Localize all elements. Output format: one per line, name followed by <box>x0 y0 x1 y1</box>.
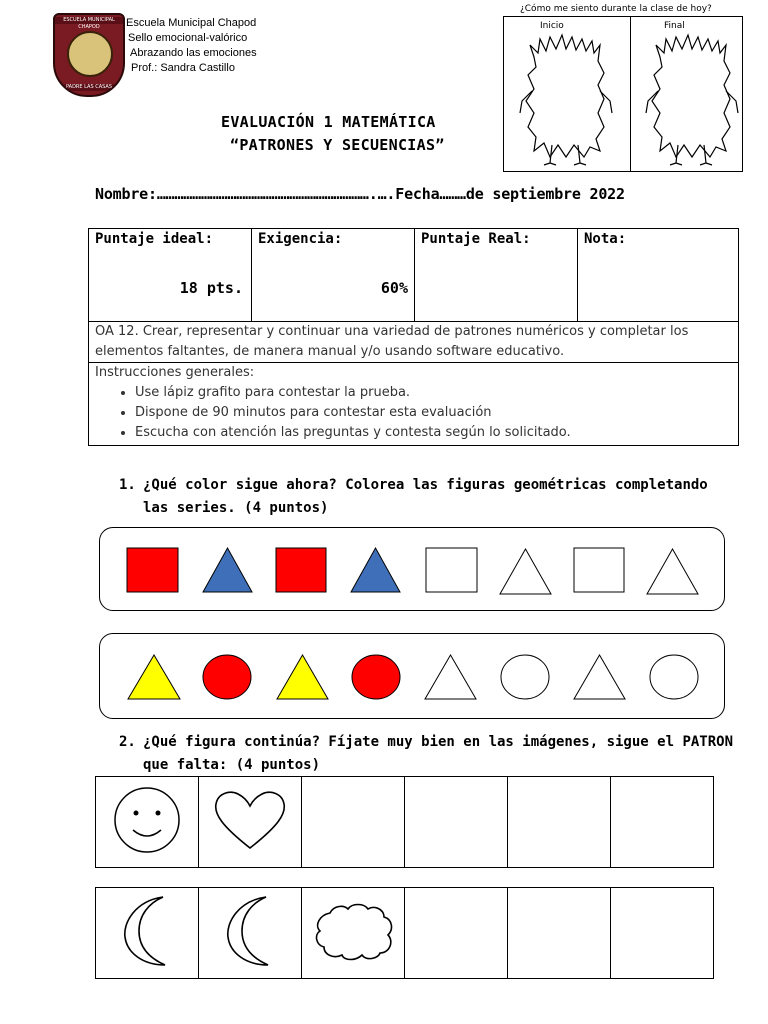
title-line-1: EVALUACIÓN 1 MATEMÁTICA <box>221 113 436 131</box>
instruction-item: • Dispone de 90 minutos para contestar esta evaluación <box>135 403 732 423</box>
pattern-grid-1 <box>95 776 714 868</box>
smiley-face-icon <box>111 784 183 856</box>
mood-end-label: Final <box>664 21 685 31</box>
question-1-text: ¿Qué color sigue ahora? Colorea las figuras geométricas completando las series. (4 puntos) <box>143 477 708 516</box>
monster-drawings <box>504 17 742 171</box>
real-score-cell <box>415 229 578 322</box>
question-2-text: ¿Qué figura continúa? Fíjate muy bien en las imágenes, sigue el PATRON que falta: (4 puntos) <box>143 734 734 773</box>
blank-square[interactable] <box>574 548 624 592</box>
question-2-number: 2. <box>119 734 136 750</box>
blue-triangle[interactable] <box>203 548 252 592</box>
shape-series-2 <box>99 633 725 719</box>
heart-icon <box>212 788 288 852</box>
yellow-triangle[interactable] <box>277 655 328 699</box>
red-square[interactable] <box>276 548 326 592</box>
shape-series-1 <box>99 527 725 611</box>
instruction-item: • Use lápiz grafito para contestar la prueba. <box>135 383 732 403</box>
red-circle[interactable] <box>203 655 251 699</box>
blank-square[interactable] <box>426 548 477 592</box>
instructions-heading: Instrucciones generales: <box>95 365 255 380</box>
blank-circle[interactable] <box>650 655 698 699</box>
crescent-moon-icon <box>220 893 280 969</box>
real-score-label: Puntaje Real: <box>421 231 531 247</box>
answer-cell[interactable] <box>405 777 508 868</box>
answer-cell[interactable] <box>508 888 611 979</box>
red-circle[interactable] <box>352 655 400 699</box>
answer-cell[interactable] <box>611 777 714 868</box>
demand-value: 60% <box>380 279 408 297</box>
grid-cell <box>302 888 405 979</box>
answer-cell[interactable] <box>405 888 508 979</box>
answer-cell[interactable] <box>302 777 405 868</box>
crest-bottom-text: PADRE LAS CASAS <box>55 84 123 91</box>
instructions-list <box>95 383 732 443</box>
score-table <box>88 228 739 446</box>
title-line-2: “PATRONES Y SECUENCIAS” <box>230 136 445 154</box>
mood-box <box>503 16 743 172</box>
blank-triangle[interactable] <box>425 655 476 699</box>
red-square[interactable] <box>127 548 178 592</box>
grid-cell <box>199 777 302 868</box>
school-motto: Abrazando las emociones <box>130 47 257 59</box>
school-crest <box>53 13 125 97</box>
learning-objective: OA 12. Crear, representar y continuar una variedad de patrones numéricos y completar los elementos faltantes, de manera manual y/o usando software educativo. <box>89 322 739 363</box>
blue-triangle[interactable] <box>351 548 400 592</box>
crest-mid-text: CHAPOD <box>55 24 123 31</box>
crescent-moon-icon <box>117 893 177 969</box>
demand-cell <box>252 229 415 322</box>
ideal-score-cell <box>89 229 252 322</box>
answer-cell[interactable] <box>508 777 611 868</box>
ideal-score-label: Puntaje ideal: <box>95 231 214 247</box>
crest-top-text: ESCUELA MUNICIPAL <box>55 17 123 24</box>
question-2 <box>119 731 734 777</box>
name-date-line: Nombre:……………………………………………………………….….Fecha………de septiembre 2022 <box>95 185 625 203</box>
blank-triangle[interactable] <box>500 549 551 594</box>
yellow-triangle[interactable] <box>128 655 180 699</box>
blank-circle[interactable] <box>501 655 549 699</box>
grid-cell <box>96 888 199 979</box>
cloud-icon <box>310 899 396 963</box>
mood-start-label: Inicio <box>540 21 564 31</box>
ideal-score-value: 18 pts. <box>179 279 243 297</box>
instructions-cell <box>89 363 739 446</box>
instruction-item: • Escucha con atención las preguntas y contesta según lo solicitado. <box>135 423 732 443</box>
question-1 <box>119 474 734 520</box>
grade-cell <box>578 229 739 322</box>
grade-label: Nota: <box>584 231 627 247</box>
blank-triangle[interactable] <box>574 655 625 699</box>
crest-emblem <box>67 31 113 77</box>
grid-cell <box>199 888 302 979</box>
school-name: Escuela Municipal Chapod <box>126 17 257 29</box>
demand-label: Exigencia: <box>258 231 343 247</box>
mood-question: ¿Cómo me siento durante la clase de hoy? <box>520 4 712 14</box>
question-1-number: 1. <box>119 477 136 493</box>
grid-cell <box>96 777 199 868</box>
teacher-name: Prof.: Sandra Castillo <box>131 62 235 74</box>
school-seal: Sello emocional-valórico <box>128 32 248 44</box>
answer-cell[interactable] <box>611 888 714 979</box>
pattern-grid-2 <box>95 887 714 979</box>
blank-triangle[interactable] <box>647 549 698 594</box>
